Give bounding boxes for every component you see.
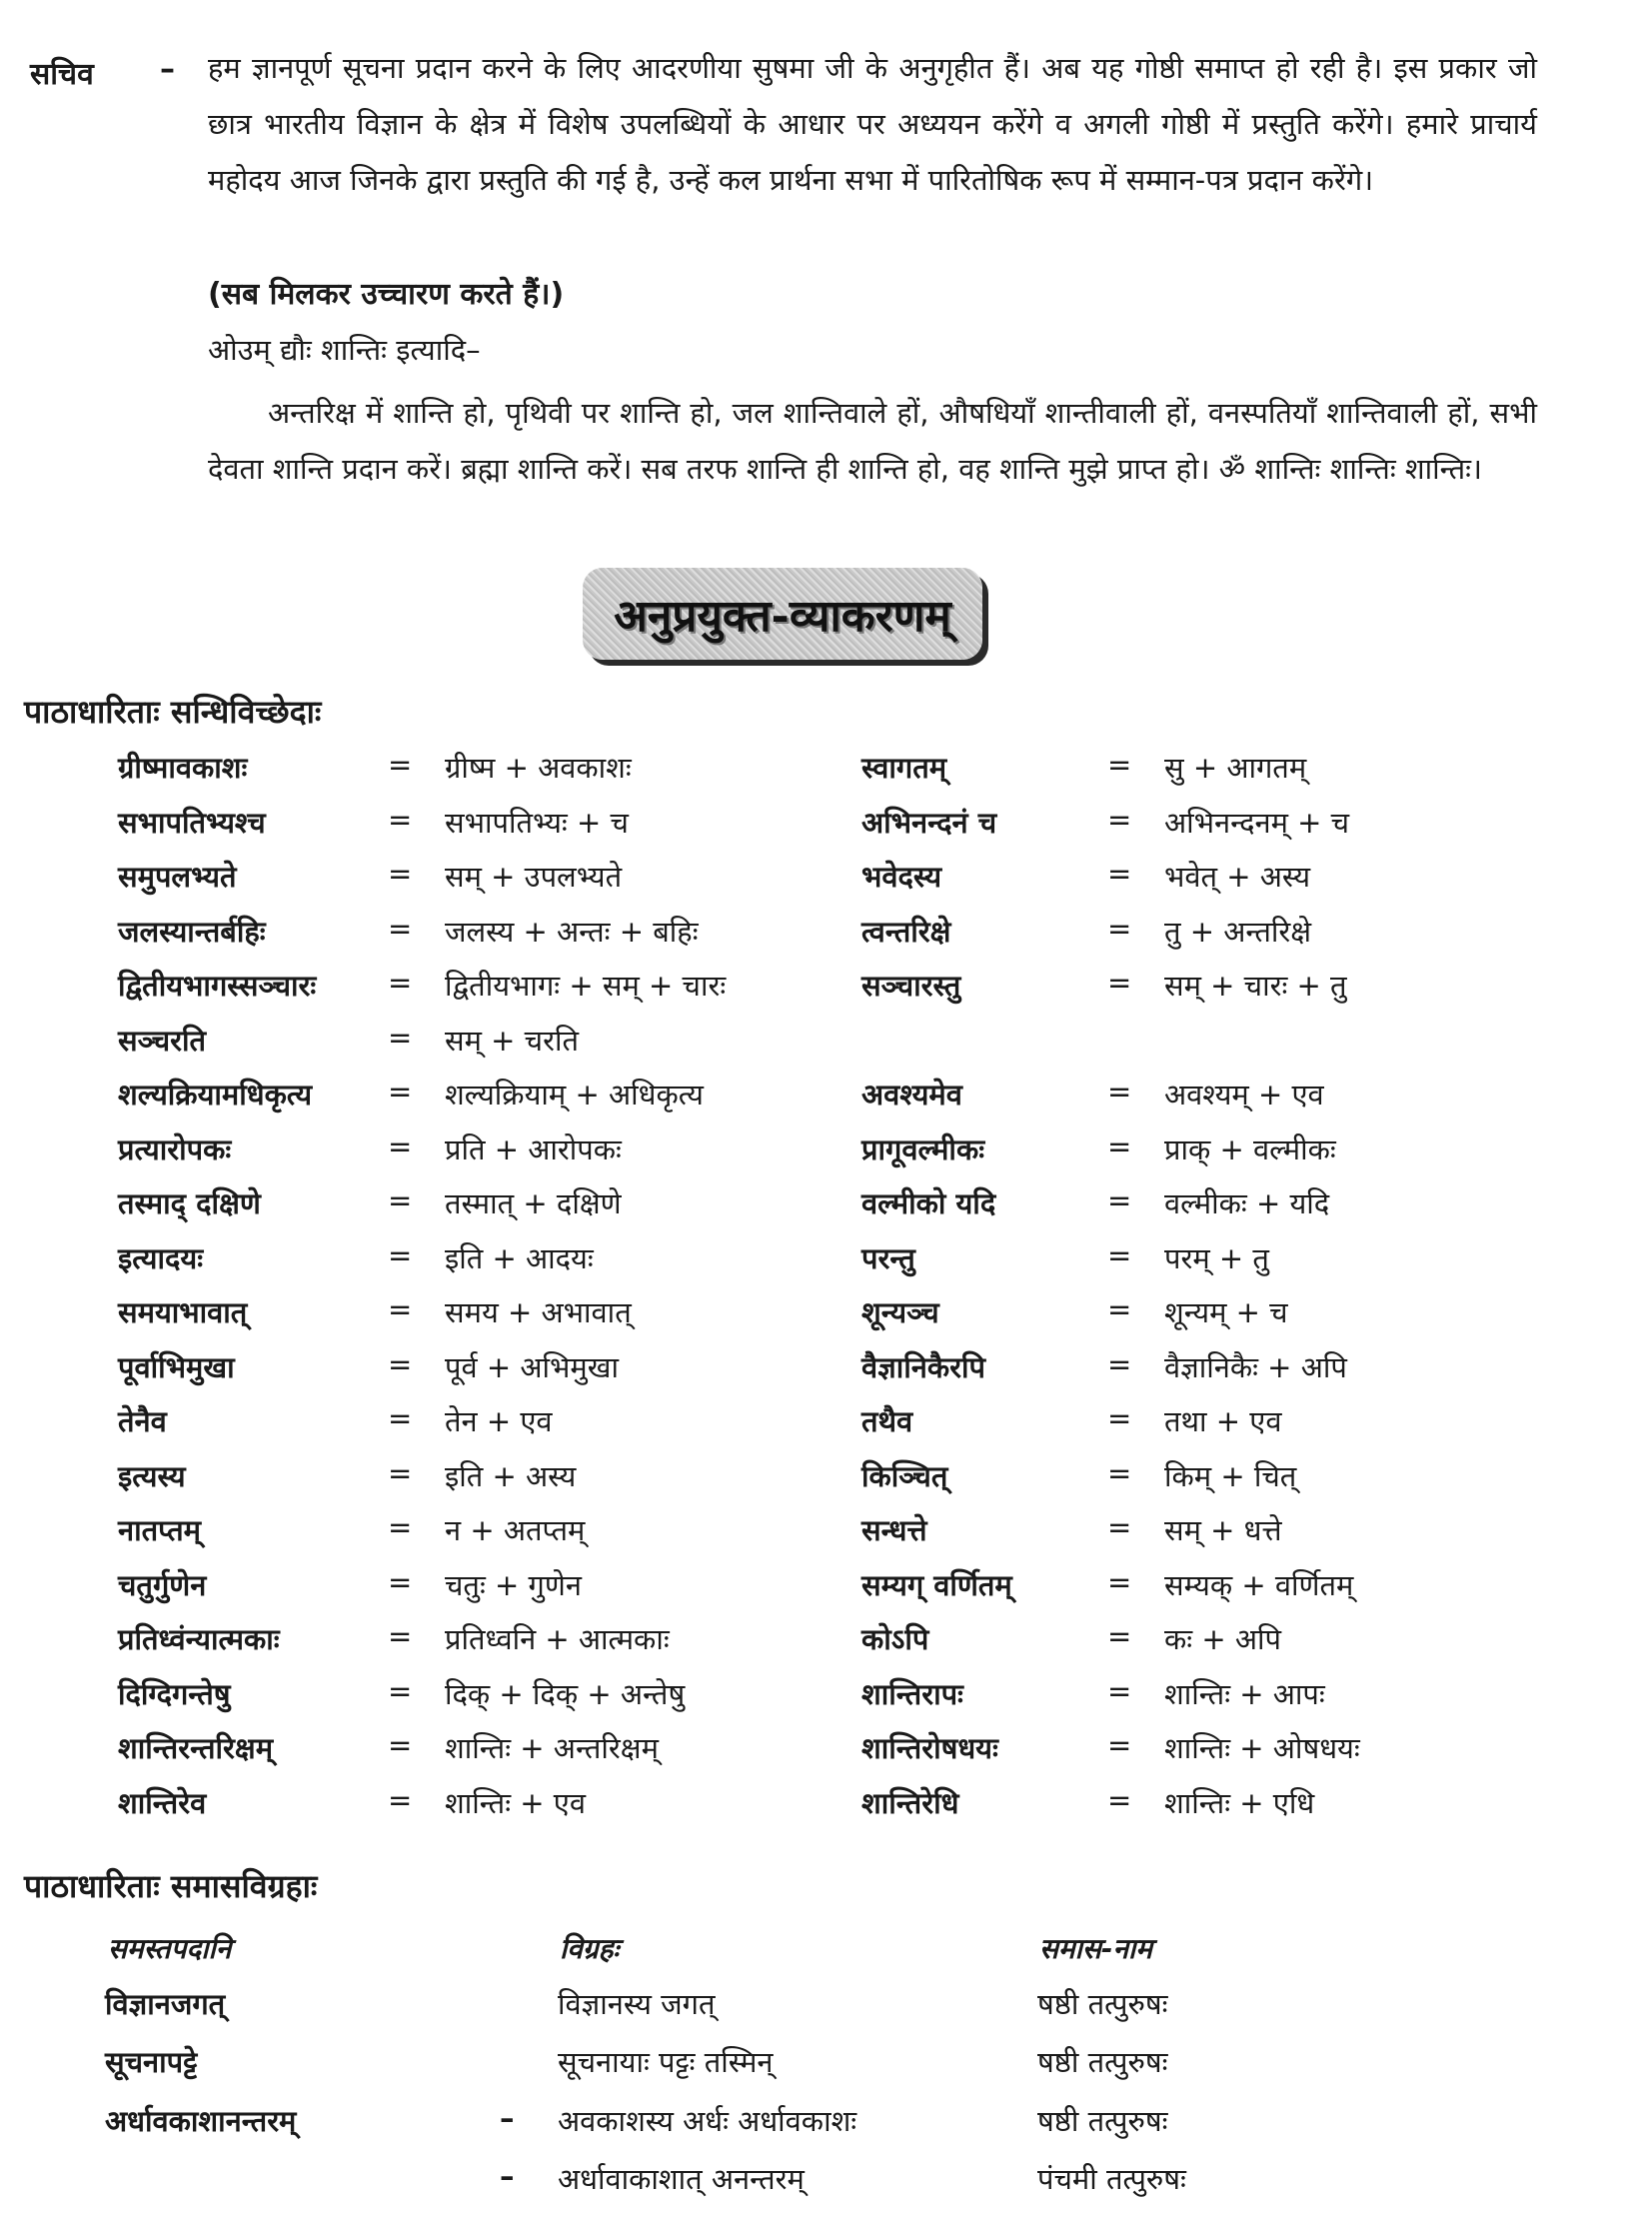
equals-sign: = [1107,1128,1132,1163]
sandhi-word: समयाभावात् [118,1295,248,1329]
sandhi-word: शान्तिरन्तरिक्षम् [118,1731,274,1765]
equals-sign: = [1107,1510,1132,1544]
equals-sign: = [1107,1619,1132,1653]
sandhi-word: सन्धत्ते [861,1513,927,1547]
equals-sign: = [388,1346,413,1381]
sandhi-split: तु + अन्तरिक्षे [1164,914,1312,949]
sandhi-split: सम् + चरति [445,1023,579,1058]
sandhi-split: इति + अस्य [445,1458,577,1493]
sandhi-word: स्वागतम् [861,751,947,785]
equals-sign: = [388,1237,413,1272]
equals-sign: = [1107,1292,1132,1326]
samasa-dash: – [500,2159,515,2193]
sandhi-split: वल्मीकः + यदि [1164,1186,1330,1220]
sandhi-word: सम्यग् वर्णितम् [861,1567,1012,1602]
sandhi-row [0,966,1652,1020]
equals-sign: = [388,1510,413,1544]
equals-sign: = [1107,1455,1132,1490]
sandhi-row [0,1401,1652,1455]
samasa-section-title: पाठाधारिताः समासविग्रहाः [24,1867,318,1905]
equals-sign: = [1107,1075,1132,1109]
sandhi-row [0,1565,1652,1619]
sandhi-word: चतुर्गुणेन [118,1567,207,1602]
sandhi-word: किञ्चित् [861,1458,948,1493]
samasa-header-compound: समस्तपदानि [108,1932,232,1965]
sandhi-row [0,1728,1652,1782]
equals-sign: = [1107,802,1132,837]
equals-sign: = [1107,1728,1132,1762]
samasa-vigraha: सूचनायाः पट्टः तस्मिन् [558,2045,774,2079]
samasa-dash: – [500,2101,515,2135]
sandhi-row [0,1783,1652,1837]
samasa-name: षष्ठी तत्पुरुषः [1037,2104,1168,2138]
sandhi-word: इत्यस्य [118,1458,186,1493]
sandhi-row [0,748,1652,802]
sandhi-row [0,1238,1652,1292]
sandhi-word: त्वन्तरिक्षे [861,914,951,949]
sandhi-row [0,1129,1652,1183]
sandhi-word: भवेदस्य [861,860,942,894]
equals-sign: = [388,1728,413,1762]
sandhi-word: पूर्वाभिमुखा [118,1349,235,1384]
sandhi-split: इति + आदयः [445,1240,594,1275]
sandhi-word: अभिनन्दनं च [861,805,997,840]
samasa-compound: अर्धावकाशानन्तरम् [105,2104,297,2138]
sandhi-split: तेन + एव [445,1404,553,1438]
sandhi-word: सभापतिभ्यश्च [118,805,266,840]
samasa-header-name: समास-नाम [1039,1932,1153,1965]
equals-sign: = [1107,1183,1132,1217]
sandhi-row [0,1674,1652,1728]
sandhi-split: अभिनन्दनम् + च [1164,805,1350,840]
sandhi-word: परन्तु [861,1240,915,1275]
equals-sign: = [388,748,413,782]
equals-sign: = [1107,748,1132,782]
sandhi-row [0,803,1652,857]
sandhi-word: कोऽपि [861,1622,929,1656]
sandhi-row [0,1183,1652,1237]
sandhi-split: शान्तिः + अन्तरिक्षम् [445,1731,659,1765]
samasa-name: षष्ठी तत्पुरुषः [1037,1987,1168,2021]
sandhi-split: अवश्यम् + एव [1164,1078,1324,1112]
sandhi-split: शून्यम् + च [1164,1295,1288,1329]
samasa-name: षष्ठी तत्पुरुषः [1037,2045,1168,2079]
sandhi-split: ग्रीष्म + अवकाशः [445,751,632,785]
sandhi-word: वल्मीको यदि [861,1186,996,1220]
sandhi-word: तस्माद् दक्षिणे [118,1186,261,1220]
sandhi-row [0,1510,1652,1564]
sandhi-word: सञ्चारस्तु [861,969,961,1003]
sandhi-split: शान्तिः + आपः [1164,1676,1325,1711]
equals-sign: = [1107,966,1132,1000]
sandhi-word: प्रागूवल्मीकः [861,1131,985,1166]
sandhi-row [0,1456,1652,1510]
sandhi-split: सम् + धत्ते [1164,1513,1282,1547]
equals-sign: = [388,1564,413,1599]
sandhi-split: वैज्ञानिकैः + अपि [1164,1349,1347,1384]
speaker-label: सचिव [30,57,94,92]
equals-sign: = [1107,1673,1132,1708]
sandhi-split: सु + आगतम् [1164,751,1307,785]
samasa-name: पंचमी तत्पुरुषः [1037,2162,1186,2196]
equals-sign: = [388,1619,413,1653]
equals-sign: = [388,1020,413,1055]
sandhi-word: तथैव [861,1404,913,1438]
sandhi-split: सभापतिभ्यः + च [445,805,629,840]
sandhi-row [0,1021,1652,1075]
equals-sign: = [1107,857,1132,891]
sandhi-split: पूर्व + अभिमुखा [445,1349,619,1384]
sandhi-split: द्वितीयभागः + सम् + चारः [445,969,727,1003]
samasa-vigraha: अवकाशस्य अर्धः अर्धावकाशः [558,2104,857,2138]
sandhi-word: ग्रीष्मावकाशः [118,751,248,785]
sandhi-split: कः + अपि [1164,1622,1282,1656]
sandhi-split: शान्तिः + ओषधयः [1164,1731,1360,1765]
equals-sign: = [388,1673,413,1708]
om-line: ओउम् द्यौः शान्तिः इत्यादि– [208,333,481,367]
sandhi-word: शून्यञ्च [861,1295,939,1329]
sandhi-word: शान्तिरोषधयः [861,1731,998,1765]
sandhi-word: वैज्ञानिकैरपि [861,1349,985,1384]
equals-sign: = [1107,1401,1132,1435]
sandhi-row [0,1292,1652,1346]
sandhi-section-title: पाठाधारिताः सन्धिविच्छेदाः [24,693,322,731]
equals-sign: = [1107,1782,1132,1817]
sandhi-word: अवश्यमेव [861,1078,962,1112]
equals-sign: = [388,802,413,837]
sandhi-word: प्रत्यारोपकः [118,1131,232,1166]
equals-sign: = [1107,1564,1132,1599]
samasa-vigraha: अर्धावाकाशात् अनन्तरम् [558,2162,805,2196]
dialogue-paragraph: हम ज्ञानपूर्ण सूचना प्रदान करने के लिए आदरणीया सुषमा जी के अनुगृहीत हैं। अब यह गोष्ठी समाप्त हो रही है। इस प्रकार जो छात्र भारतीय विज्ञान के क्षेत्र में विशेष उपलब्धियों के आधार पर अध्ययन करेंगे व अगली गोष्ठी में प्रस्तुति करेंगे। हमारे प्राचार्य महोदय आज जिनके द्वारा प्रस्तुति की गई है, उन्हें कल प्रार्थना सभा में पारितोषिक रूप में सम्मान-पत्र प्रदान करेंगे। [208,51,1537,197]
sandhi-word: शान्तिरेव [118,1785,207,1820]
chorus-line: (सब मिलकर उच्चारण करते हैं।) [208,277,565,312]
sandhi-split: चतुः + गुणेन [445,1567,582,1602]
sandhi-split: न + अतप्तम् [445,1513,586,1547]
peace-paragraph: अन्तरिक्ष में शान्ति हो, पृथिवी पर शान्ति हो, जल शान्तिवाले हों, औषधियाँ शान्तीवाली हों, वनस्पतियाँ शान्तिवाली हों, सभी देवता शान्ति प्रदान करें। ब्रह्मा शान्ति करें। सब तरफ शान्ति ही शान्ति हो, वह शान्ति मुझे प्राप्त हो। ॐ शान्तिः शान्तिः शान्तिः। [208,396,1537,486]
sandhi-split: शान्तिः + एधि [1164,1785,1315,1820]
sandhi-split: सम्यक् + वर्णितम् [1164,1567,1354,1602]
equals-sign: = [388,1455,413,1490]
samasa-compound: विज्ञानजगत् [105,1987,226,2021]
equals-sign: = [388,966,413,1000]
sandhi-split: शल्यक्रियाम् + अधिकृत्य [445,1078,704,1112]
sandhi-word: शल्यक्रियामधिकृत्य [118,1078,313,1112]
section-banner: अनुप्रयुक्त-व्याकरणम् [583,568,982,660]
sandhi-split: प्रतिध्वनि + आत्मकाः [445,1622,670,1656]
sandhi-row [0,1619,1652,1673]
sandhi-split: जलस्य + अन्तः + बहिः [445,914,699,949]
equals-sign: = [388,1183,413,1217]
sandhi-split: भवेत् + अस्य [1164,860,1311,894]
sandhi-split: तथा + एव [1164,1404,1282,1438]
sandhi-word: शान्तिरेधि [861,1785,959,1820]
equals-sign: = [388,911,413,946]
equals-sign: = [1107,1237,1132,1272]
sandhi-word: तेनैव [118,1404,167,1438]
sandhi-split: तस्मात् + दक्षिणे [445,1186,622,1220]
sandhi-split: सम् + उपलभ्यते [445,860,623,894]
sandhi-row [0,912,1652,966]
sandhi-split: किम् + चित् [1164,1458,1297,1493]
equals-sign: = [388,1075,413,1109]
sandhi-row [0,1347,1652,1401]
sandhi-split: प्रति + आरोपकः [445,1131,622,1166]
equals-sign: = [388,1782,413,1817]
samasa-vigraha: विज्ञानस्य जगत् [558,1987,716,2021]
samasa-compound: सूचनापट्टे [105,2045,198,2079]
sandhi-split: प्राक् + वल्मीकः [1164,1131,1336,1166]
sandhi-split: सम् + चारः + तु [1164,969,1347,1003]
sandhi-row [0,857,1652,911]
sandhi-row [0,1075,1652,1128]
samasa-header-vigraha: विग्रहः [560,1932,620,1965]
equals-sign: = [1107,1346,1132,1381]
sandhi-word: इत्यादयः [118,1240,204,1275]
sandhi-split: समय + अभावात् [445,1295,632,1329]
equals-sign: = [388,857,413,891]
sandhi-word: प्रतिध्वंन्यात्मकाः [118,1622,280,1656]
sandhi-split: परम् + तु [1164,1240,1269,1275]
speaker-dash: – [160,52,175,87]
sandhi-word: शान्तिरापः [861,1676,963,1711]
sandhi-word: समुपलभ्यते [118,860,237,894]
equals-sign: = [388,1401,413,1435]
sandhi-word: नातप्तम् [118,1513,201,1547]
sandhi-word: दिग्दिगन्तेषु [118,1676,231,1711]
equals-sign: = [388,1292,413,1326]
sandhi-word: जलस्यान्तर्बहिः [118,914,266,949]
equals-sign: = [388,1128,413,1163]
sandhi-word: सञ्चरति [118,1023,207,1058]
sandhi-split: दिक् + दिक् + अन्तेषु [445,1676,686,1711]
equals-sign: = [1107,911,1132,946]
sandhi-word: द्वितीयभागस्सञ्चारः [118,969,317,1003]
sandhi-split: शान्तिः + एव [445,1785,586,1820]
